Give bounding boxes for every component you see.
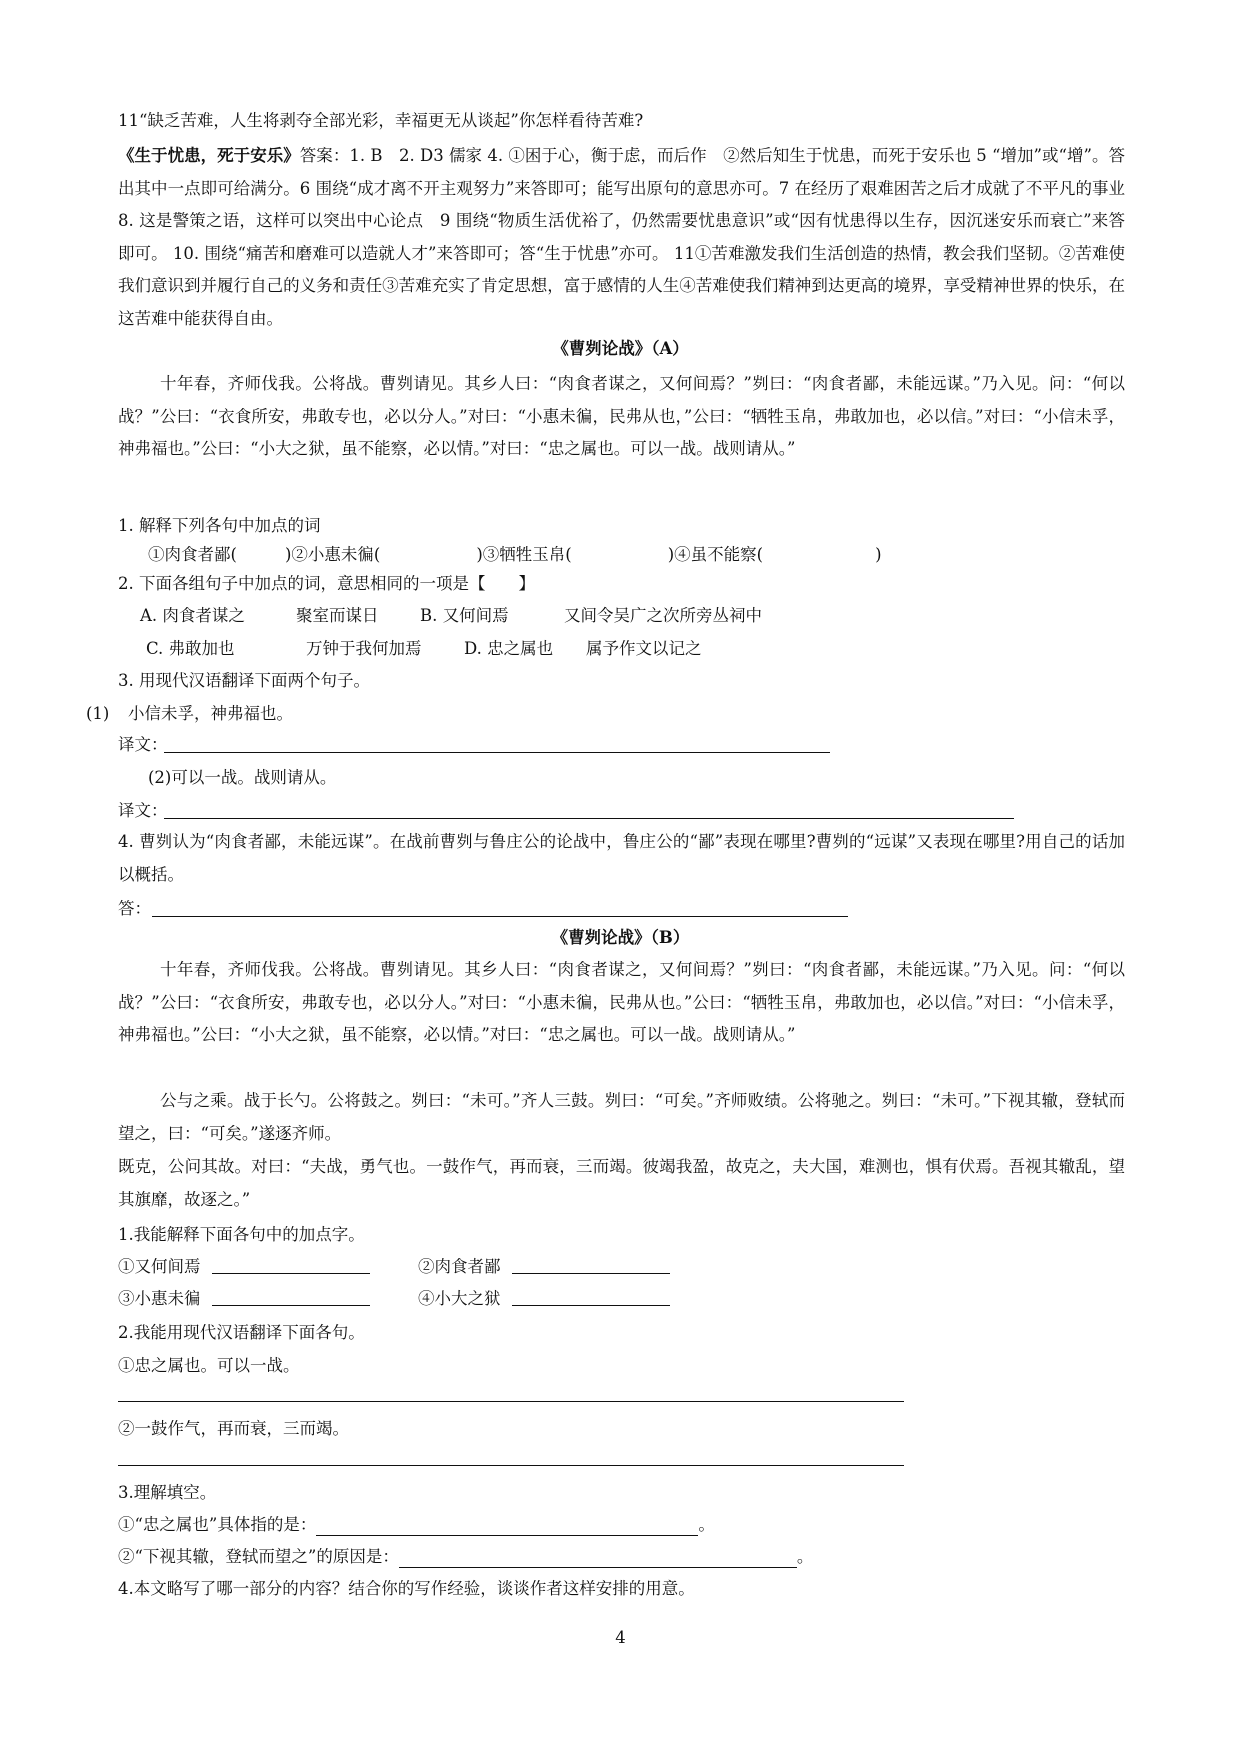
b-q3-period-2: 。 <box>796 1547 814 1566</box>
page-number: 4 <box>615 1628 626 1647</box>
section-b-q1: 1.我能解释下面各句中的加点字。 <box>118 1225 365 1244</box>
b-q1-blank-1[interactable] <box>212 1273 370 1274</box>
q1-item-3: )③牺牲玉帛( <box>476 545 572 564</box>
translation-label-2: 译文： <box>118 801 168 820</box>
section-b-q4: 4.本文略写了哪一部分的内容？结合你的写作经验，谈谈作者这样安排的用意。 <box>118 1579 695 1598</box>
q2-option-c: C. 弗敢加也 <box>146 639 235 658</box>
q1-item-1: ①肉食者鄙( <box>148 545 237 564</box>
q1-item-5: ) <box>875 545 882 564</box>
b-q1-item-3: ③小惠未徧 <box>118 1289 201 1308</box>
q1-item-4: )④虽不能察( <box>667 545 764 564</box>
b-q1-blank-4[interactable] <box>512 1305 670 1306</box>
section-a-q2: 2. 下面各组句子中加点的词，意思相同的一项是【 】 <box>118 574 535 593</box>
section-a-q1: 1. 解释下列各句中加点的词 <box>118 516 321 535</box>
b-q2-answer-line-2[interactable] <box>118 1465 904 1466</box>
q4-answer-line[interactable] <box>152 916 848 917</box>
q3-sentence-2: (2)可以一战。战则请从。 <box>148 768 337 787</box>
b-q1-item-1: ①又何间焉 <box>118 1257 201 1276</box>
b-q2-answer-line-1[interactable] <box>118 1401 904 1402</box>
section-b-title: 《曹刿论战》（B） <box>551 928 690 947</box>
q2-option-d: D. 忠之属也 <box>464 639 554 658</box>
q2-option-a-pair: 聚室而谋日 <box>296 606 379 625</box>
section-b-q2: 2.我能用现代汉语翻译下面各句。 <box>118 1323 365 1342</box>
q3-sentence-1-number: (1) <box>86 704 110 723</box>
section-a-q3: 3. 用现代汉语翻译下面两个句子。 <box>118 671 370 690</box>
section-a-title: 《曹刿论战》（A） <box>552 339 689 358</box>
b-q3-prompt-2: ②“下视其辙，登轼而望之”的原因是： <box>118 1547 399 1566</box>
b-q1-blank-2[interactable] <box>512 1273 670 1274</box>
b-q3-prompt-1: ①“忠之属也”具体指的是： <box>118 1515 317 1534</box>
q2-option-a: A. 肉食者谋之 <box>140 606 245 625</box>
b-q3-blank-1[interactable] <box>316 1517 698 1536</box>
section-b-paragraph-1: 十年春，齐师伐我。公将战。曹刿请见。其乡人曰：“肉食者谋之，又何间焉？”刿曰：“肉食者鄙，未能远谋。”乃入见。问：“何以战？”公曰：“衣食所安，弗敢专也，必以分人。”对曰：“小惠未徧，民弗从也。”公曰：“牺牲玉帛，弗敢加也，必以信。”对曰：“小信未孚，神弗福也。”公曰：“小大之狱，虽不能察，必以情。”对曰：“忠之属也。可以一战。战则请从。” <box>118 960 1125 1044</box>
translation-answer-line-2[interactable] <box>164 818 1014 819</box>
b-q3-blank-2[interactable] <box>399 1549 797 1568</box>
b-q3-period-1: 。 <box>698 1515 715 1534</box>
translation-label-1: 译文： <box>118 735 168 754</box>
q2-option-b: B. 又何间焉 <box>420 606 509 625</box>
answers-text: 答案：1. B 2. D3 儒家 4. ①困于心，衡于虑，而后作 ②然后知生于忧患，而死于安乐也 5 “增加”或“增”。答出其中一点即可给满分。6 围绕“成才离不开主观努力”来答即可；能写出原句的意思亦可。7 在经历了艰难困苦之后才成就了不平凡的事业 8. 这是警策之语，这样可以突出中心论点 9 围绕“物质生活优裕了，仍然需要忧患意识”或“因有忧患得以生存，因沉迷安乐而衰亡”来答即可。 10. 围绕“痛苦和磨难可以造就人才”来答即可；答“生于忧患”亦可。 11①苦难激发我们生活创造的热情，教会我们坚韧。②苦难使我们意识到并履行自己的义务和责任③苦难充实了肯定思想，富于感情的人生④苦难使我们精神到达更高的境界，享受精神世界的快乐，在这苦难中能获得自由。 <box>118 146 1125 328</box>
question-11: 11“缺乏苦难，人生将剥夺全部光彩，幸福更无从谈起”你怎样看待苦难? <box>118 111 644 130</box>
q1-item-2: )②小惠未徧( <box>284 545 381 564</box>
answers-title: 《生于忧患，死于安乐》 <box>118 146 300 165</box>
b-q2-sentence-1: ①忠之属也。可以一战。 <box>118 1356 300 1375</box>
q2-option-b-pair: 又间令吴广之次所旁丛祠中 <box>564 606 762 625</box>
section-a-q4: 4. 曹刿认为“肉食者鄙，未能远谋”。在战前曹刿与鲁庄公的论战中，鲁庄公的“鄙”表现在哪里?曹刿的“远谋”又表现在哪里?用自己的话加以概括。 <box>118 832 1125 884</box>
b-q1-blank-3[interactable] <box>212 1305 370 1306</box>
q3-sentence-1: 小信未孚，神弗福也。 <box>128 704 293 723</box>
b-q1-item-2: ②肉食者鄙 <box>418 1257 501 1276</box>
b-q1-item-4: ④小大之狱 <box>418 1289 501 1308</box>
section-a-q1-items <box>148 544 882 566</box>
b-q3-sentence-2 <box>118 1546 813 1568</box>
answers-block <box>118 140 1125 335</box>
b-q2-sentence-2: ②一鼓作气，再而衰，三而竭。 <box>118 1419 349 1438</box>
section-b-paragraph-3: 既克，公问其故。对曰：“夫战，勇气也。一鼓作气，再而衰，三而竭。彼竭我盈，故克之，夫大国，难测也，惧有伏焉。吾视其辙乱，望其旗靡，故逐之。” <box>118 1157 1125 1209</box>
translation-answer-line-1[interactable] <box>164 752 830 753</box>
section-b-q3: 3.理解填空。 <box>118 1483 217 1502</box>
q2-option-d-pair: 属予作文以记之 <box>586 639 702 658</box>
q2-option-c-pair: 万钟于我何加焉 <box>306 639 422 658</box>
answer-label: 答： <box>118 899 151 918</box>
section-b-paragraph-2: 公与之乘。战于长勺。公将鼓之。刿曰：“未可。”齐人三鼓。刿曰：“可矣。”齐师败绩。公将驰之。刿曰：“未可。”下视其辙，登轼而望之，曰：“可矣。”遂逐齐师。 <box>118 1091 1125 1143</box>
section-a-passage: 十年春，齐师伐我。公将战。曹刿请见。其乡人曰：“肉食者谋之，又何间焉？”刿曰：“肉食者鄙，未能远谋。”乃入见。问：“何以战？”公曰：“衣食所安，弗敢专也，必以分人。”对曰：“小惠未徧，民弗从也，”公曰：“牺牲玉帛，弗敢加也，必以信。”对曰：“小信未孚，神弗福也。”公曰：“小大之狱，虽不能察，必以情。”对曰：“忠之属也。可以一战。战则请从。” <box>118 374 1125 458</box>
b-q3-sentence-1 <box>118 1514 715 1536</box>
